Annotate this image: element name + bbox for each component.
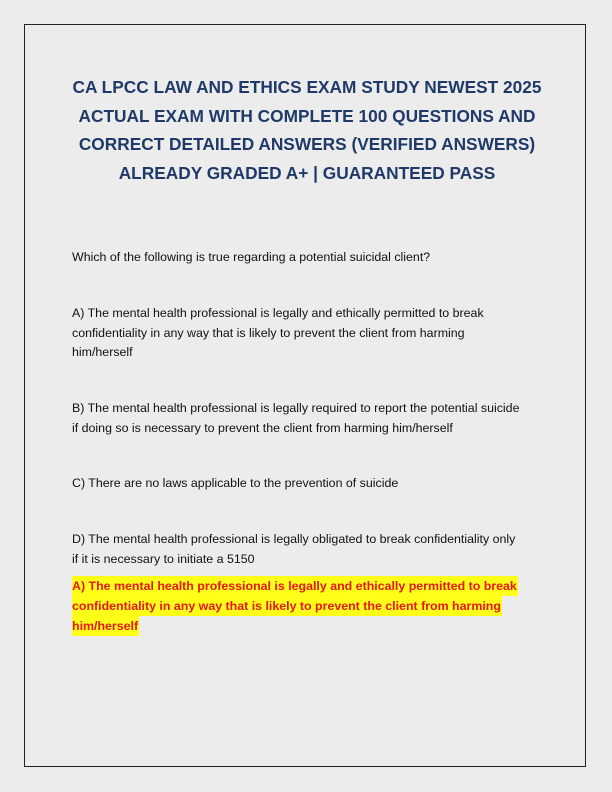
option-a-line: him/herself: [72, 345, 133, 359]
document-title: [44, 73, 570, 187]
option-a: [72, 304, 552, 363]
title-line: ACTUAL EXAM WITH COMPLETE 100 QUESTIONS AND: [78, 105, 536, 126]
question-line: Which of the following is true regarding a potential suicidal client?: [72, 250, 431, 264]
option-b: [72, 399, 552, 438]
option-d-line: D) The mental health professional is legally obligated to break confidentiality only: [72, 532, 516, 546]
option-b-line: B) The mental health professional is legally required to report the potential suicide: [72, 401, 520, 415]
question-text: [72, 248, 552, 268]
option-c-line: C) There are no laws applicable to the prevention of suicide: [72, 476, 399, 490]
answer-line: confidentiality in any way that is likely to prevent the client from harming: [72, 596, 502, 616]
option-d-line: if it is necessary to initiate a 5150: [72, 551, 255, 566]
option-a-line: confidentiality in any way that is likely to prevent the client from harming: [72, 325, 465, 340]
correct-answer-highlight: [72, 576, 552, 636]
option-d: [72, 530, 552, 569]
title-line: ALREADY GRADED A+ | GUARANTEED PASS: [118, 162, 496, 183]
option-b-line: if doing so is necessary to prevent the client from harming him/herself: [72, 420, 453, 435]
title-line: CA LPCC LAW AND ETHICS EXAM STUDY NEWEST 2025: [72, 77, 542, 97]
answer-line: A) The mental health professional is legally and ethically permitted to break: [72, 576, 518, 596]
option-a-line: A) The mental health professional is legally and ethically permitted to break: [72, 306, 484, 320]
option-c: [72, 474, 552, 494]
answer-line: him/herself: [72, 616, 139, 636]
title-line: CORRECT DETAILED ANSWERS (VERIFIED ANSWERS): [78, 134, 536, 154]
